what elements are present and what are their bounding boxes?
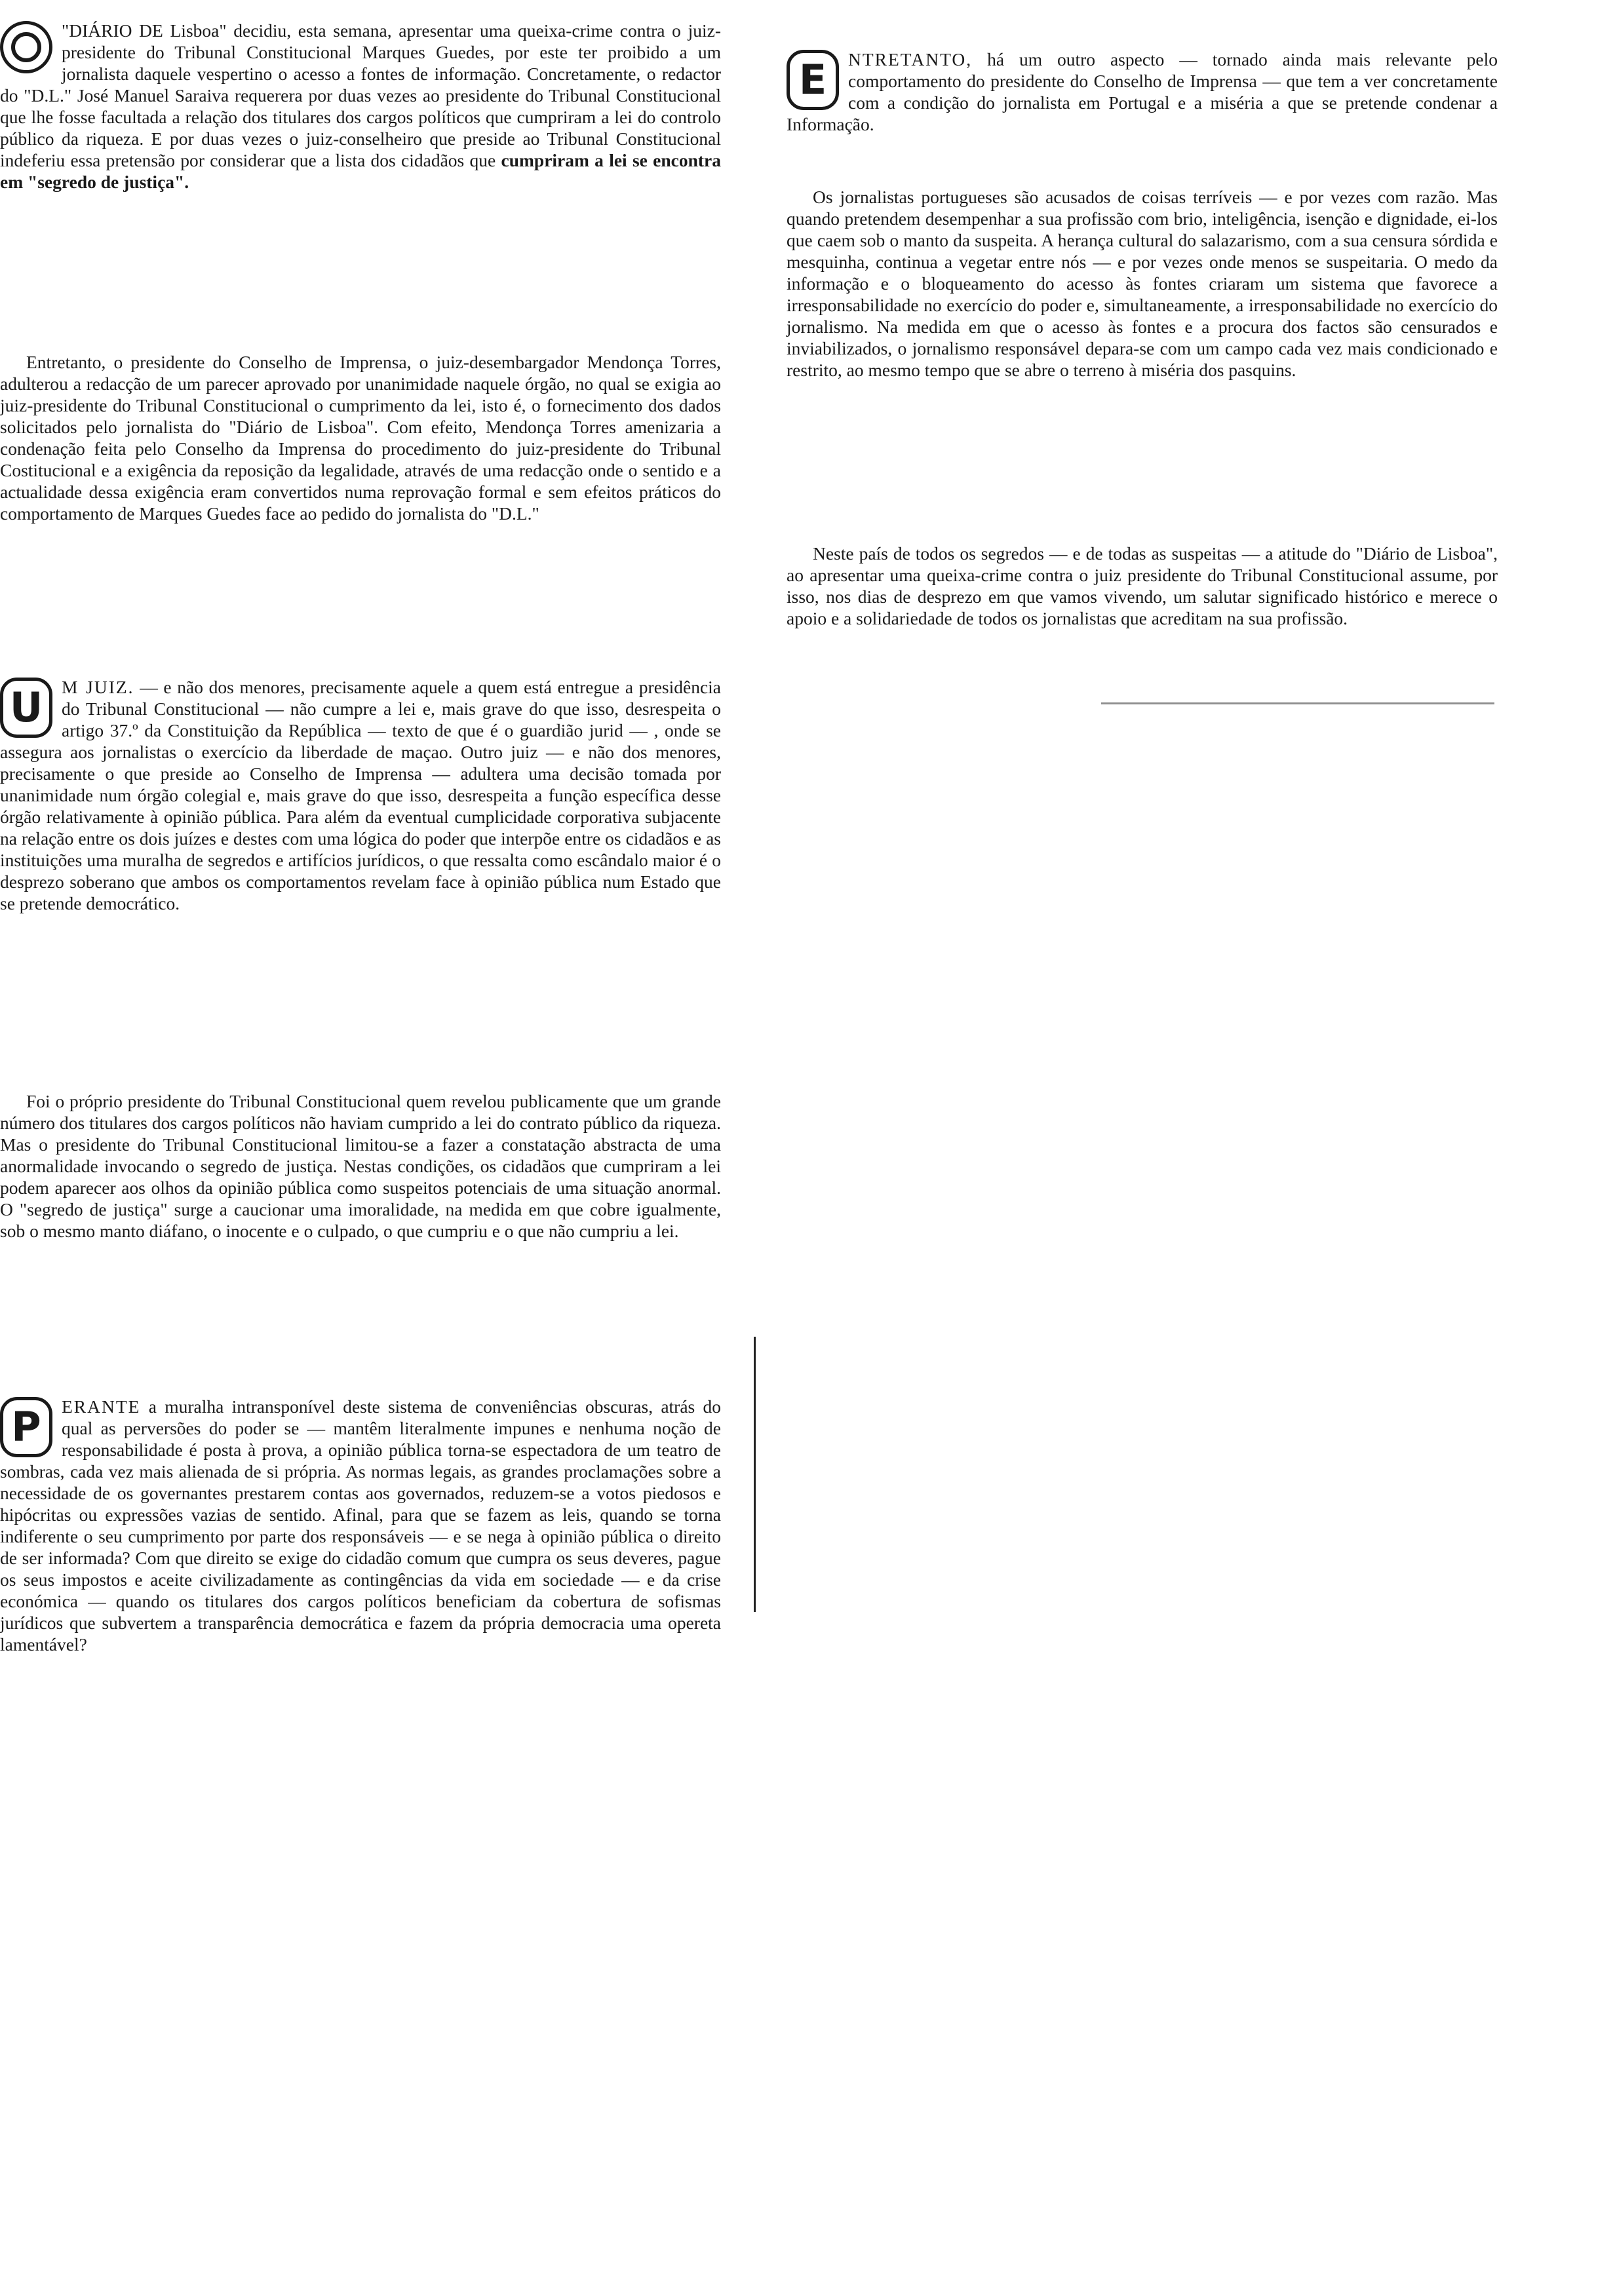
column-rule [754, 1337, 756, 1612]
paragraph-4-text: Foi o próprio presidente do Tribunal Constitucional quem revelou publicamente que um grande número dos titulares dos cargos políticos não haviam cumprido a lei do contrato público da riqueza. Mas o presidente do Tribunal Constitucional limitou-se a fazer a constatação abstracta de uma anormalidade invocando o segredo de justiça. Nestas condições, os cidadãos que cumpriram a lei podem aparecer aos olhos da opinião pública como suspeitos potenciais de uma situação anormal. O "segredo de justiça" surge a caucionar uma imoralidade, na medida em que cobre igualmente, sob o mesmo manto diáfano, o inocente e o culpado, o que cumpriu e o que não cumpriu a lei. [0, 1091, 721, 1241]
paragraph-3-text: — e não dos menores, precisamente aquele a quem está entregue a presidência do Tribunal Constitucional — não cumpre a lei e, mais grave do que isso, desrespeita o artigo 37.º da Constituição da República — texto de que é o guardião jurid — , onde se assegura aos jornalistas o exercício da liberdade de maçao. Outro juiz — e não dos menores, precisamente o que preside ao Conselho de Imprensa — adultera uma decisão tomada por unanimidade num órgão colegial e, mais grave do que isso, desrespeita a função específica desse órgão relativamente à opinião pública. Para além da eventual cumplicidade corporativa subjacente na relação entre os dois juízes e destes com uma lógica do poder que interpõe entre os cidadãos e as instituições uma muralha de segredos e artifícios jurídicos, o que ressalta como escândalo maior é o desprezo soberano que ambos os comportamentos revelam face à opinião pública num Estado que se pretende democrático. [0, 677, 721, 913]
paragraph-1-text: "DIÁRIO DE Lisboa" decidiu, esta semana, apresentar uma queixa-crime contra o juiz-presidente do Tribunal Constitucional Marques Guedes, por este ter proibido a um jornalista daquele vespertino o acesso a fontes de informação. Concretamente, o redactor do "D.L." José Manuel Saraiva requerera por duas vezes ao presidente do Tribunal Constitucional que lhe fosse facultada a relação dos titulares dos cargos políticos que cumpriram a lei do controlo público da riqueza. E por duas vezes o juiz-conselheiro que preside ao Tribunal Constitucional indeferiu essa pretensão por considerar que a lista dos cidadãos que [0, 20, 721, 170]
drop-cap-e: E [787, 50, 839, 110]
paragraph-5-lead: ERANTE [62, 1396, 141, 1417]
drop-cap-p: P [0, 1397, 52, 1457]
right-paragraph-3 [787, 543, 1498, 629]
drop-cap-u: U [0, 678, 52, 738]
paragraph-5-text: a muralha intransponível deste sistema de conveniências obscuras, atrás do qual as perversões do poder se — mantêm literalmente impunes e nenhuma noção de responsabilidade é posta à prova, a opinião pública torna-se espectadora de um teatro de sombras, cada vez mais alienada de si própria. As normas legais, as grandes proclamações sobre a necessidade de os governantes prestarem contas aos governados, reduzem-se a votos piedosos e hipócritas ou expressões vazias de sentido. Afinal, para que se fazem as leis, quando se torna indiferente o seu cumprimento por parte dos responsáveis — e se nega à opinião pública o direito de ser informada? Com que direito se exige do cidadão comum que cumpra os seus deveres, pague os seus impostos e aceite civilizadamente as contingências da vida em sociedade — e da crise económica — quando os titulares dos cargos políticos beneficiam da cobertura de sofismas jurídicos que subvertem a transparência democrática e fazem da própria democracia uma opereta lamentável? [0, 1396, 722, 1655]
paragraph-2-text: Entretanto, o presidente do Conselho de Imprensa, o juiz-desembargador Mendonça Torres, adulterou a redacção de um parecer aprovado por unanimidade naquele órgão, no qual se exigia ao juiz-presidente do Tribunal Constitucional o cumprimento da lei, isto é, o fornecimento dos dados solicitados pelo jornalista do "Diário de Lisboa". Com efeito, Mendonça Torres amenizaria a condenação feita pelo Conselho da Imprensa do procedimento do juiz-presidente do Tribunal Costitucional e a exigência da reposição da legalidade, através de uma redacção onde o sentido e a actualidade dessa exigência eram convertidos numa reprovação formal e sem efeitos práticos do comportamento de Marques Guedes face ao pedido do jornalista do "D.L." [0, 352, 721, 524]
right-paragraph-1-lead: NTRETANTO, [848, 49, 973, 69]
paragraph-5 [0, 1396, 721, 1655]
right-paragraph-2 [787, 186, 1498, 381]
right-paragraph-1 [787, 48, 1498, 135]
drop-cap-o [0, 21, 52, 73]
right-paragraph-3-text: Neste país de todos os segredos — e de todas as suspeitas — a atitude do "Diário de Lisboa", ao apresentar uma queixa-crime contra o juiz presidente do Tribunal Constitucional assume, por isso, nos dias de desprezo em que vamos vivendo, um salutar significado histórico e merece o apoio e a solidariedade de todos os jornalistas que acreditam na sua profissão. [787, 543, 1498, 628]
scan-smudge [1101, 702, 1494, 704]
right-paragraph-1-text: há um outro aspecto — tornado ainda mais relevante pelo comportamento do presidente do Conselho de Imprensa — que tem a ver concretamente com a condição do jornalista em Portugal e a miséria a que se pretende condenar a Informação. [787, 49, 1498, 134]
paragraph-4 [0, 1090, 721, 1242]
right-paragraph-2-text: Os jornalistas portugueses são acusados de coisas terríveis — e por vezes com razão. Mas quando pretendem desempenhar a sua profissão com brio, inteligência, isenção e dignidade, ei-los que caem sob o manto da suspeita. A herança cultural do salazarismo, com a sua censura sórdida e mesquinha, continua a vegetar entre nós — e por vezes onde menos se suspeitaria. O medo da informação e o bloqueamento do acesso às fontes criaram um sistema que favorece a irresponsabilidade no exercício do poder e, simultaneamente, a irresponsabilidade no exercício do jornalismo. Na medida em que o acesso às fontes e a procura dos factos são censurados e inviabilizados, o jornalismo responsável depara-se com um campo cada vez mais condicionado e restrito, ao mesmo tempo que se abre o terreno à miséria dos pasquins. [787, 187, 1498, 380]
paragraph-3 [0, 676, 721, 914]
paragraph-2 [0, 351, 721, 524]
paragraph-1-bold-text: cumpriram a lei se encontra em "segredo de justiça". [0, 150, 722, 192]
paragraph-3-lead: M JUIZ. [62, 677, 134, 697]
paragraph-1 [0, 20, 721, 193]
